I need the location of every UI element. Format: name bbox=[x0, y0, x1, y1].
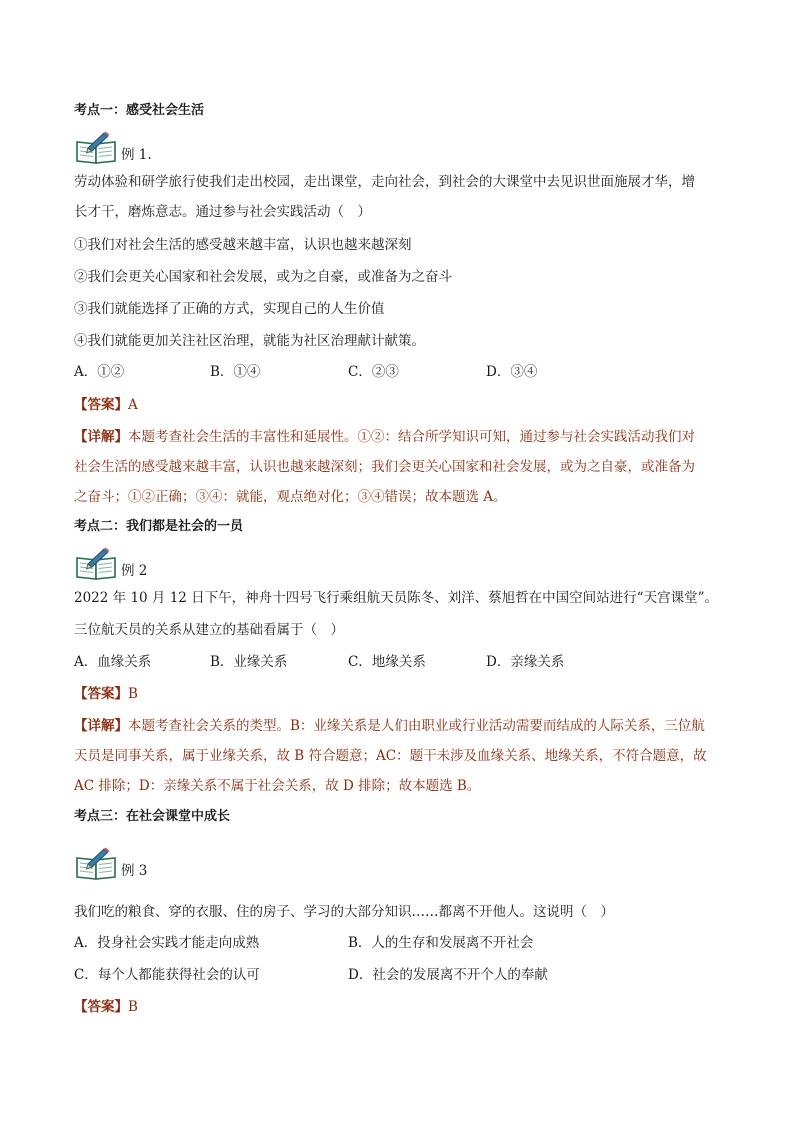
example-2-marker bbox=[74, 546, 147, 580]
example-2-option-d: D．亲缘关系 bbox=[486, 654, 565, 670]
example-2-detail-line-2: 天员是同事关系，属于业缘关系，故 B 符合题意；AC：题干未涉及血缘关系、地缘关系，不符合题意，故 bbox=[74, 748, 707, 764]
example-1-statement-2: ②我们会更关心国家和社会发展，或为之自豪，或准备为之奋斗 bbox=[74, 269, 452, 285]
section-heading-3: 考点三：在社会课堂中成长 bbox=[74, 809, 231, 824]
example-1-marker bbox=[74, 130, 152, 164]
example-3-option-b: B．人的生存和发展离不开社会 bbox=[348, 935, 534, 951]
detail-text: 本题考查社会生活的丰富性和延展性。①②：结合所学知识可知，通过参与社会实践活动我们对 bbox=[128, 429, 695, 445]
example-1-option-d: D．③④ bbox=[486, 364, 538, 380]
example-3-option-d: D．社会的发展离不开个人的奉献 bbox=[348, 967, 548, 983]
example-1-option-c: C．②③ bbox=[348, 364, 399, 380]
answer-value: B bbox=[128, 686, 138, 702]
answer-value: A bbox=[128, 397, 138, 413]
example-2-stem-line-2: 三位航天员的关系从建立的基础看属于（ ） bbox=[74, 622, 344, 638]
example-3-answer bbox=[74, 997, 724, 1017]
answer-label: 【答案】 bbox=[74, 686, 128, 702]
example-1-statement-3: ③我们就能选择了正确的方式，实现自己的人生价值 bbox=[74, 301, 385, 317]
example-1-statement-4: ④我们就能更加关注社区治理，就能为社区治理献计献策。 bbox=[74, 333, 425, 349]
example-3-option-a: A．投身社会实践才能走向成熟 bbox=[74, 935, 260, 951]
answer-value: B bbox=[128, 999, 138, 1015]
example-2-answer bbox=[74, 684, 724, 704]
detail-text: 本题考查社会关系的类型。B：业缘关系是人们由职业或行业活动需要而结成的人际关系，三位航 bbox=[128, 718, 705, 734]
example-3-option-c: C．每个人都能获得社会的认可 bbox=[74, 967, 260, 983]
example-1-stem-line-2: 长才干，磨炼意志。通过参与社会实践活动（ ） bbox=[74, 204, 371, 220]
detail-label: 【详解】 bbox=[74, 429, 128, 445]
example-1-detail-line-3: 之奋斗；①②正确；③④：就能，观点绝对化；③④错误；故本题选 A。 bbox=[74, 489, 507, 505]
example-1-option-b: B．①④ bbox=[210, 364, 261, 380]
example-1-detail-line-1 bbox=[74, 427, 724, 447]
open-book-pencil-icon bbox=[74, 846, 120, 880]
example-1-statement-1: ①我们对社会生活的感受越来越丰富，认识也越来越深刻 bbox=[74, 237, 412, 253]
open-book-pencil-icon bbox=[74, 546, 120, 580]
example-2-option-c: C．地缘关系 bbox=[348, 654, 426, 670]
example-1-detail-line-2: 社会生活的感受越来越丰富，认识也越来越深刻；我们会更关心国家和社会发展，或为之自豪，或准备为 bbox=[74, 459, 695, 475]
example-2-detail-line-1 bbox=[74, 716, 724, 736]
section-heading-2: 考点二：我们都是社会的一员 bbox=[74, 519, 244, 534]
example-3-stem-line-1: 我们吃的粮食、穿的衣服、住的房子、学习的大部分知识……都离不开他人。这说明（ ） bbox=[74, 904, 614, 920]
section-heading-1: 考点一：感受社会生活 bbox=[74, 103, 205, 118]
open-book-pencil-icon bbox=[74, 130, 120, 164]
example-1-stem-line-1: 劳动体验和研学旅行使我们走出校园，走出课堂，走向社会，到社会的大课堂中去见识世面施展才华，增 bbox=[74, 174, 695, 190]
answer-label: 【答案】 bbox=[74, 397, 128, 413]
answer-label: 【答案】 bbox=[74, 999, 128, 1015]
example-1-label: 例 1. bbox=[121, 147, 152, 163]
example-2-detail-line-3: AC 排除；D：亲缘关系不属于社会关系，故 D 排除；故本题选 B。 bbox=[74, 778, 481, 794]
example-1-option-a: A．①② bbox=[74, 364, 125, 380]
example-1-answer bbox=[74, 395, 724, 415]
detail-label: 【详解】 bbox=[74, 718, 128, 734]
example-2-stem-line-1: 2022 年 10 月 12 日下午，神舟十四号飞行乘组航天员陈冬、刘洋、蔡旭哲在中国空间站进行“天宫课堂”。 bbox=[74, 590, 718, 606]
example-2-option-a: A．血缘关系 bbox=[74, 654, 152, 670]
example-3-label: 例 3 bbox=[121, 863, 148, 879]
example-2-label: 例 2 bbox=[121, 563, 148, 579]
example-2-option-b: B．业缘关系 bbox=[210, 654, 288, 670]
example-3-marker bbox=[74, 846, 147, 880]
